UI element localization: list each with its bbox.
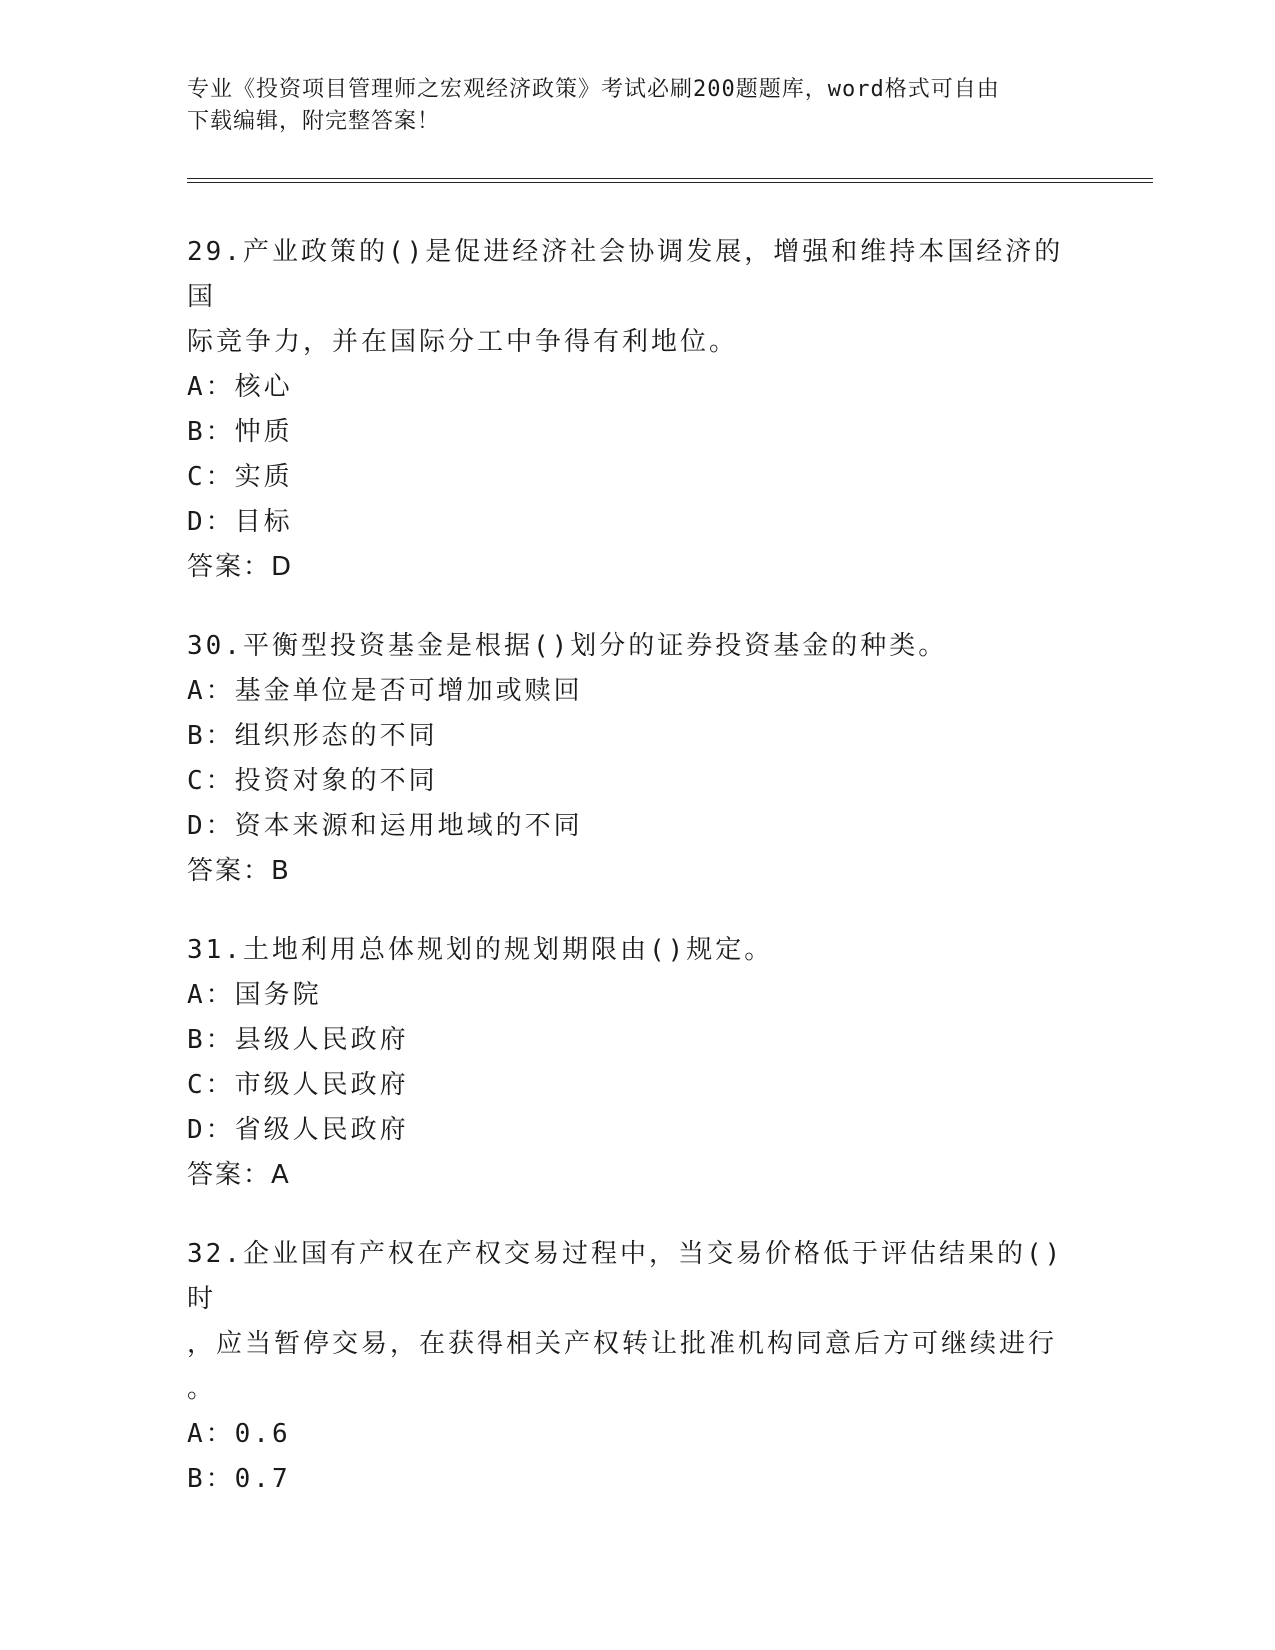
document-header	[187, 74, 1087, 138]
question-31	[187, 928, 1067, 1198]
option-c: C：投资对象的不同	[187, 766, 438, 796]
header-divider-top	[187, 178, 1153, 179]
question-32	[187, 1232, 1067, 1502]
question-stem-line: 31.土地利用总体规划的规划期限由()规定。	[187, 935, 774, 965]
question-30	[187, 624, 1067, 894]
option-a: A：0.6	[187, 1419, 291, 1449]
answer-line: 答案：B	[187, 856, 291, 886]
header-divider-bottom	[187, 182, 1153, 183]
option-d: D：资本来源和运用地域的不同	[187, 811, 583, 841]
option-a: A：核心	[187, 372, 293, 402]
question-list	[187, 230, 1067, 1536]
option-b: B：0.7	[187, 1464, 291, 1494]
option-b: B：组织形态的不同	[187, 721, 438, 751]
question-stem-line: 32.企业国有产权在产权交易过程中，当交易价格低于评估结果的()时	[187, 1239, 1064, 1314]
question-stem-line: 30.平衡型投资基金是根据()划分的证券投资基金的种类。	[187, 631, 948, 661]
question-29	[187, 230, 1067, 590]
option-d: D：目标	[187, 507, 293, 537]
answer-line: 答案：D	[187, 552, 294, 582]
answer-line: 答案：A	[187, 1160, 291, 1190]
question-stem-line: 际竞争力，并在国际分工中争得有利地位。	[187, 327, 739, 357]
question-stem-line: 29.产业政策的()是促进经济社会协调发展，增强和维持本国经济的国	[187, 237, 1064, 312]
option-b: B：忡质	[187, 417, 293, 447]
option-c: C：市级人民政府	[187, 1070, 409, 1100]
option-d: D：省级人民政府	[187, 1115, 409, 1145]
option-a: A：国务院	[187, 980, 322, 1010]
question-stem-line: 。	[187, 1374, 217, 1404]
option-b: B：县级人民政府	[187, 1025, 409, 1055]
option-a: A：基金单位是否可增加或赎回	[187, 676, 583, 706]
header-line-1: 专业《投资项目管理师之宏观经济政策》考试必刷200题题库，word格式可自由	[187, 77, 1000, 102]
question-stem-line: ，应当暂停交易，在获得相关产权转让批准机构同意后方可继续进行	[187, 1329, 1058, 1359]
header-line-2: 下载编辑，附完整答案！	[187, 109, 441, 134]
option-c: C：实质	[187, 462, 293, 492]
